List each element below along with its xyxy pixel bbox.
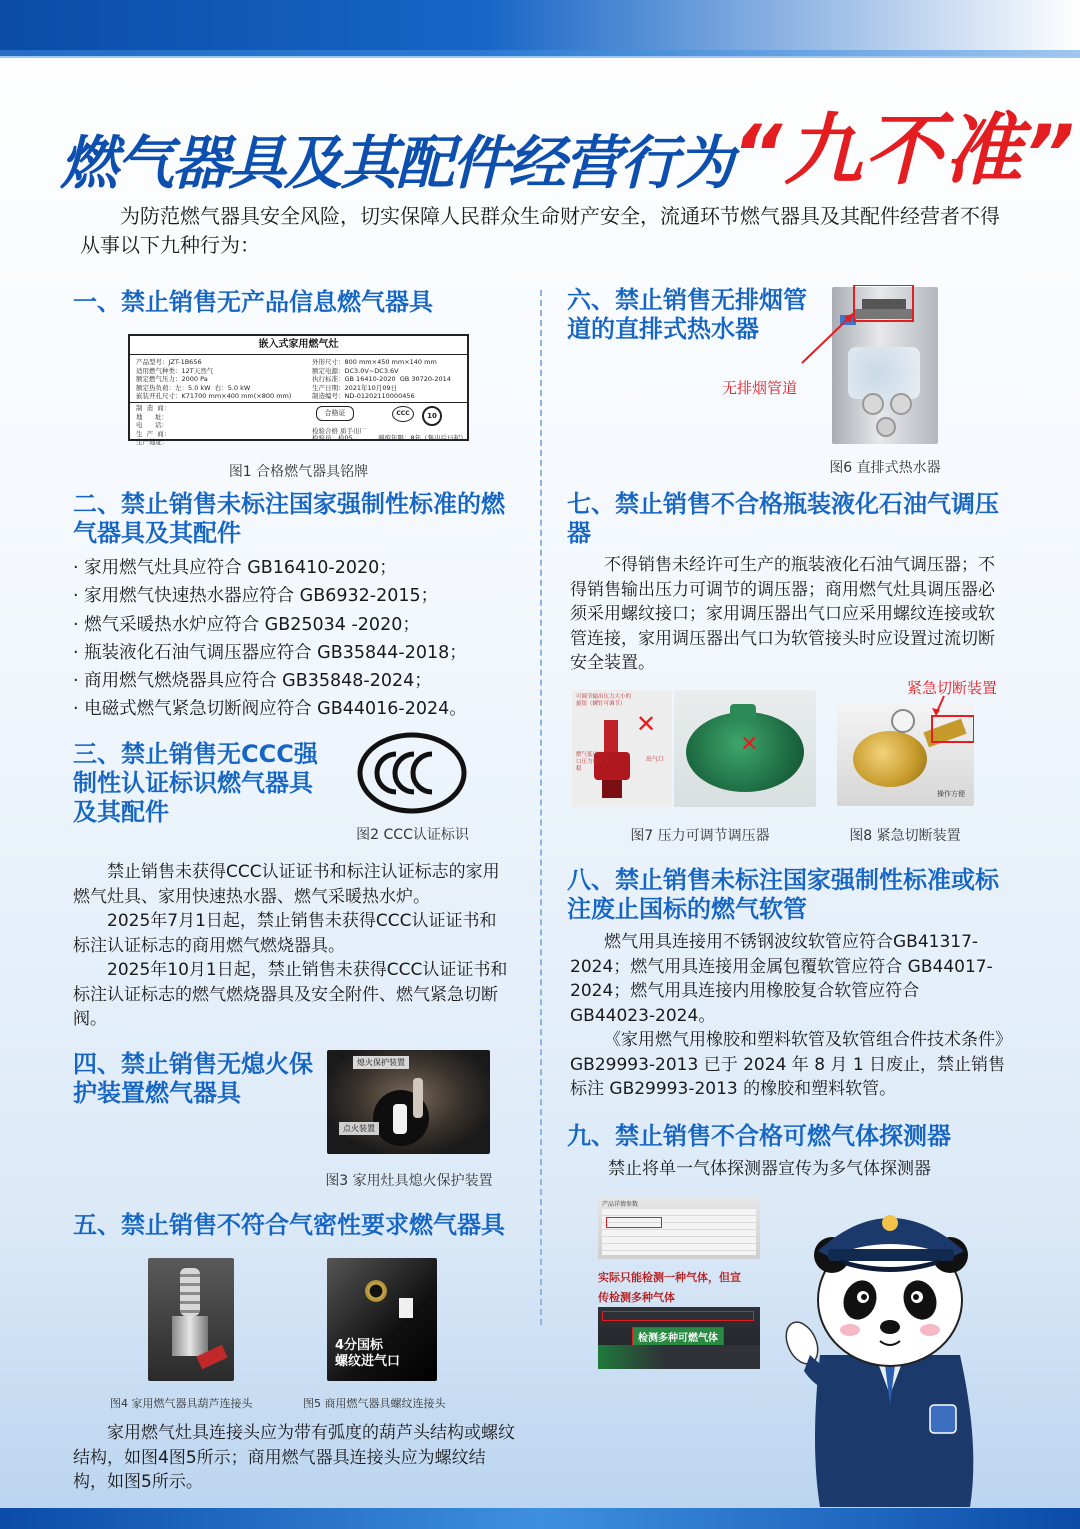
- emergency-shutoff-arrow-icon: [930, 694, 950, 718]
- adjustable-regulator-photo-2: ✕: [674, 690, 816, 807]
- top-decorative-stripe: [0, 50, 1080, 58]
- photo-label-thread-inlet: 螺纹进气口: [335, 1354, 401, 1369]
- detector-params-screenshot: [598, 1197, 760, 1259]
- section-9-subtitle: 禁止将单一气体探测器宣传为多气体探测器: [608, 1159, 931, 1179]
- photo-note: 出气口: [646, 756, 665, 763]
- detector-ad-label: 检测多种可燃气体: [632, 1327, 724, 1346]
- section-8-para-1: 燃气用具连接用不锈钢波纹软管应符合GB41317-2024；燃气用具连接用金属包覆软管应符合 GB44017-2024；燃气用具连接内用橡胶复合软管应符合 GB44023-2024。: [570, 932, 993, 1026]
- nameplate-inspect: 检验合格 质手出厂: [312, 427, 367, 435]
- gourd-connector-photo: [148, 1258, 234, 1381]
- figure-1-caption: 图1 合格燃气器具铭牌: [228, 464, 369, 480]
- list-item: · 家用燃气灶具应符合 GB16410-2020；: [73, 558, 397, 578]
- threaded-connector-photo: [327, 1258, 437, 1381]
- section-3-para-1: 禁止销售未获得CCC认证证书和标注认证标志的家用燃气灶具、家用快速热水器、燃气采暖热水炉。: [73, 862, 500, 907]
- title-main: 燃气器具及其配件经营行为: [60, 129, 733, 197]
- nameplate-maker-rows: 制 造 商： 地 址： 电 话： 生 产 商： 生产地址：: [136, 404, 171, 447]
- section-7-heading: 七、禁止销售不合格瓶装液化石油气调压器: [567, 490, 999, 547]
- column-divider: [540, 290, 542, 1325]
- section-6-heading: 六、禁止销售无排烟管道的直排式热水器: [567, 286, 807, 343]
- adjustable-regulator-photo-1: 可调节输出压力大小的旋钮（螺钉可调节） ✕ 燃气低压公出口压力调节不稳 出气口: [572, 690, 672, 807]
- section-8-heading: 八、禁止销售未标注国家强制性标准或标注废止国标的燃气软管: [567, 866, 999, 923]
- section-5-para: 家用燃气灶具连接头应为带有弧度的葫芦头结构或螺纹结构，如图4图5所示；商用燃气器具连接头应为螺纹结构，如图5所示。: [73, 1423, 515, 1492]
- section-3-para-3: 2025年10月1日起，禁止销售未获得CCC认证证书和标注认证标志的燃气燃烧器具及安全附件、燃气紧急切断阀。: [73, 960, 508, 1029]
- nameplate-left-rows: 产品型号：JZT-1B656 适用燃气种类：12T天然气 额定燃气压力：2000 Pa 额定热负荷：左：5.0 kW 右：5.0 kW 嵌装开孔尺寸：K71700 mm×400 mm(×800 mm): [136, 358, 292, 401]
- photo-note: 操作方便: [937, 790, 965, 798]
- flameout-protection-photo: [327, 1050, 490, 1154]
- detector-note-line1: 实际只能检测一种气体，但宣: [598, 1271, 741, 1284]
- section-5-heading: 五、禁止销售不符合气密性要求燃气器具: [73, 1211, 505, 1239]
- ccc-logo-icon: [356, 732, 468, 814]
- figure-7-caption: 图7 压力可调节调压器: [630, 828, 770, 844]
- figure-5-caption: 图5 商用燃气器具螺纹连接头: [303, 1397, 446, 1410]
- detector-note: [598, 1268, 768, 1308]
- list-item: · 燃气采暖热水炉应符合 GB25034 -2020；: [73, 614, 420, 635]
- detector-note-line2: 传检测多种气体: [598, 1291, 675, 1304]
- list-item: · 电磁式燃气紧急切断阀应符合 GB44016-2024。: [73, 699, 467, 720]
- emergency-shutoff-photo: [837, 703, 974, 806]
- top-decorative-band: [0, 0, 1080, 56]
- nameplate-energy-icon: 10: [422, 406, 442, 426]
- section-3-para-2: 2025年7月1日起，禁止销售未获得CCC认证证书和标注认证标志的商用燃气燃烧器具。: [73, 911, 497, 956]
- figure-6-caption: 图6 直排式热水器: [829, 460, 941, 476]
- detector-ad-screenshot: [598, 1307, 760, 1369]
- figure-2-caption: 图2 CCC认证标识: [356, 827, 469, 843]
- nameplate-title: 嵌入式家用燃气灶: [130, 336, 467, 355]
- section-3-heading: 三、禁止销售无CCC强制性认证标识燃气器具及其配件: [73, 740, 318, 826]
- nameplate-figure: [128, 334, 469, 447]
- section-1-heading: 一、禁止销售无产品信息燃气器具: [73, 288, 433, 316]
- nameplate-cert-label: 合格证: [316, 406, 354, 421]
- nameplate-life: 判废年限：8年（售出后日起）: [378, 434, 467, 442]
- section-4-heading: 四、禁止销售无熄火保护装置燃气器具: [73, 1050, 313, 1107]
- list-item: · 瓶装液化石油气调压器应符合 GB35844-2018；: [73, 642, 467, 663]
- list-item: · 商用燃气燃烧器具应符合 GB35848-2024；: [73, 671, 432, 692]
- panda-officer-mascot-icon: [780, 1195, 1000, 1507]
- title-quote-close: ”: [1024, 110, 1077, 200]
- section-8-para-2: 《家用燃气用橡胶和塑料软管及软管组合件技术条件》GB29993-2013 已于 2024 年 8 月 1 日废止，禁止销售标注 GB29993-2013 的橡胶和塑料软管。: [570, 1030, 1006, 1099]
- title-quote-open: “: [732, 110, 785, 200]
- photo-note: 燃气低压公出口压力调节不稳: [576, 752, 610, 772]
- section-9-heading: 九、禁止销售不合格可燃气体探测器: [567, 1122, 951, 1150]
- nameplate-ccc-icon: CCC: [392, 406, 414, 422]
- figure-4-caption: 图4 家用燃气器具葫芦连接头: [110, 1397, 253, 1410]
- figure-8-caption: 图8 紧急切断装置: [849, 828, 961, 844]
- photo-note: 可调节输出压力大小的旋钮（螺钉可调节）: [576, 694, 632, 707]
- nameplate-right-rows: 外形尺寸：800 mm×450 mm×140 mm 额定电源：DC3.0V~DC3.6V 执行标准：GB 16410-2020 GB 30720-2014 生产日期：2021年10月09日 制造编号：ND-01202110000456: [312, 358, 451, 401]
- no-flue-annotation: 无排烟管道: [722, 379, 798, 397]
- section-2-standards-list: [73, 554, 528, 724]
- photo-label-4fen: 4分国标: [335, 1338, 384, 1353]
- list-item: · 家用燃气快速热水器应符合 GB6932-2015；: [73, 586, 439, 607]
- nameplate-inspector: 检验员：检05: [312, 434, 353, 442]
- emergency-shutoff-annotation: 紧急切断装置: [907, 679, 998, 697]
- section-7-para: 不得销售未经许可生产的瓶装液化石油气调压器；不得销售输出压力可调节的调压器；商用燃气灶具调压器必须采用螺纹接口；家用调压器出气口应采用螺纹连接或软管连接，家用调压器出气口为软管接头时应设置过流切断安全装置。: [570, 555, 995, 673]
- bottom-decorative-band: [0, 1508, 1080, 1529]
- water-heater-annotation-arrow: [758, 285, 918, 385]
- section-2-heading: 二、禁止销售未标注国家强制性标准的燃气器具及其配件: [73, 490, 505, 547]
- intro-paragraph: 为防范燃气器具安全风险，切实保障人民群众生命财产安全，流通环节燃气器具及其配件经营者不得从事以下九种行为：: [80, 204, 1000, 257]
- figure-3-caption: 图3 家用灶具熄火保护装置: [325, 1173, 493, 1189]
- photo-label-ignition: 点火装置: [339, 1122, 379, 1135]
- page-title: [60, 88, 1077, 200]
- title-highlight: 九不准: [784, 106, 1025, 196]
- detector-params-title: 产品详情参数: [602, 1201, 639, 1208]
- photo-label-flameout: 熄火保护装置: [353, 1056, 409, 1069]
